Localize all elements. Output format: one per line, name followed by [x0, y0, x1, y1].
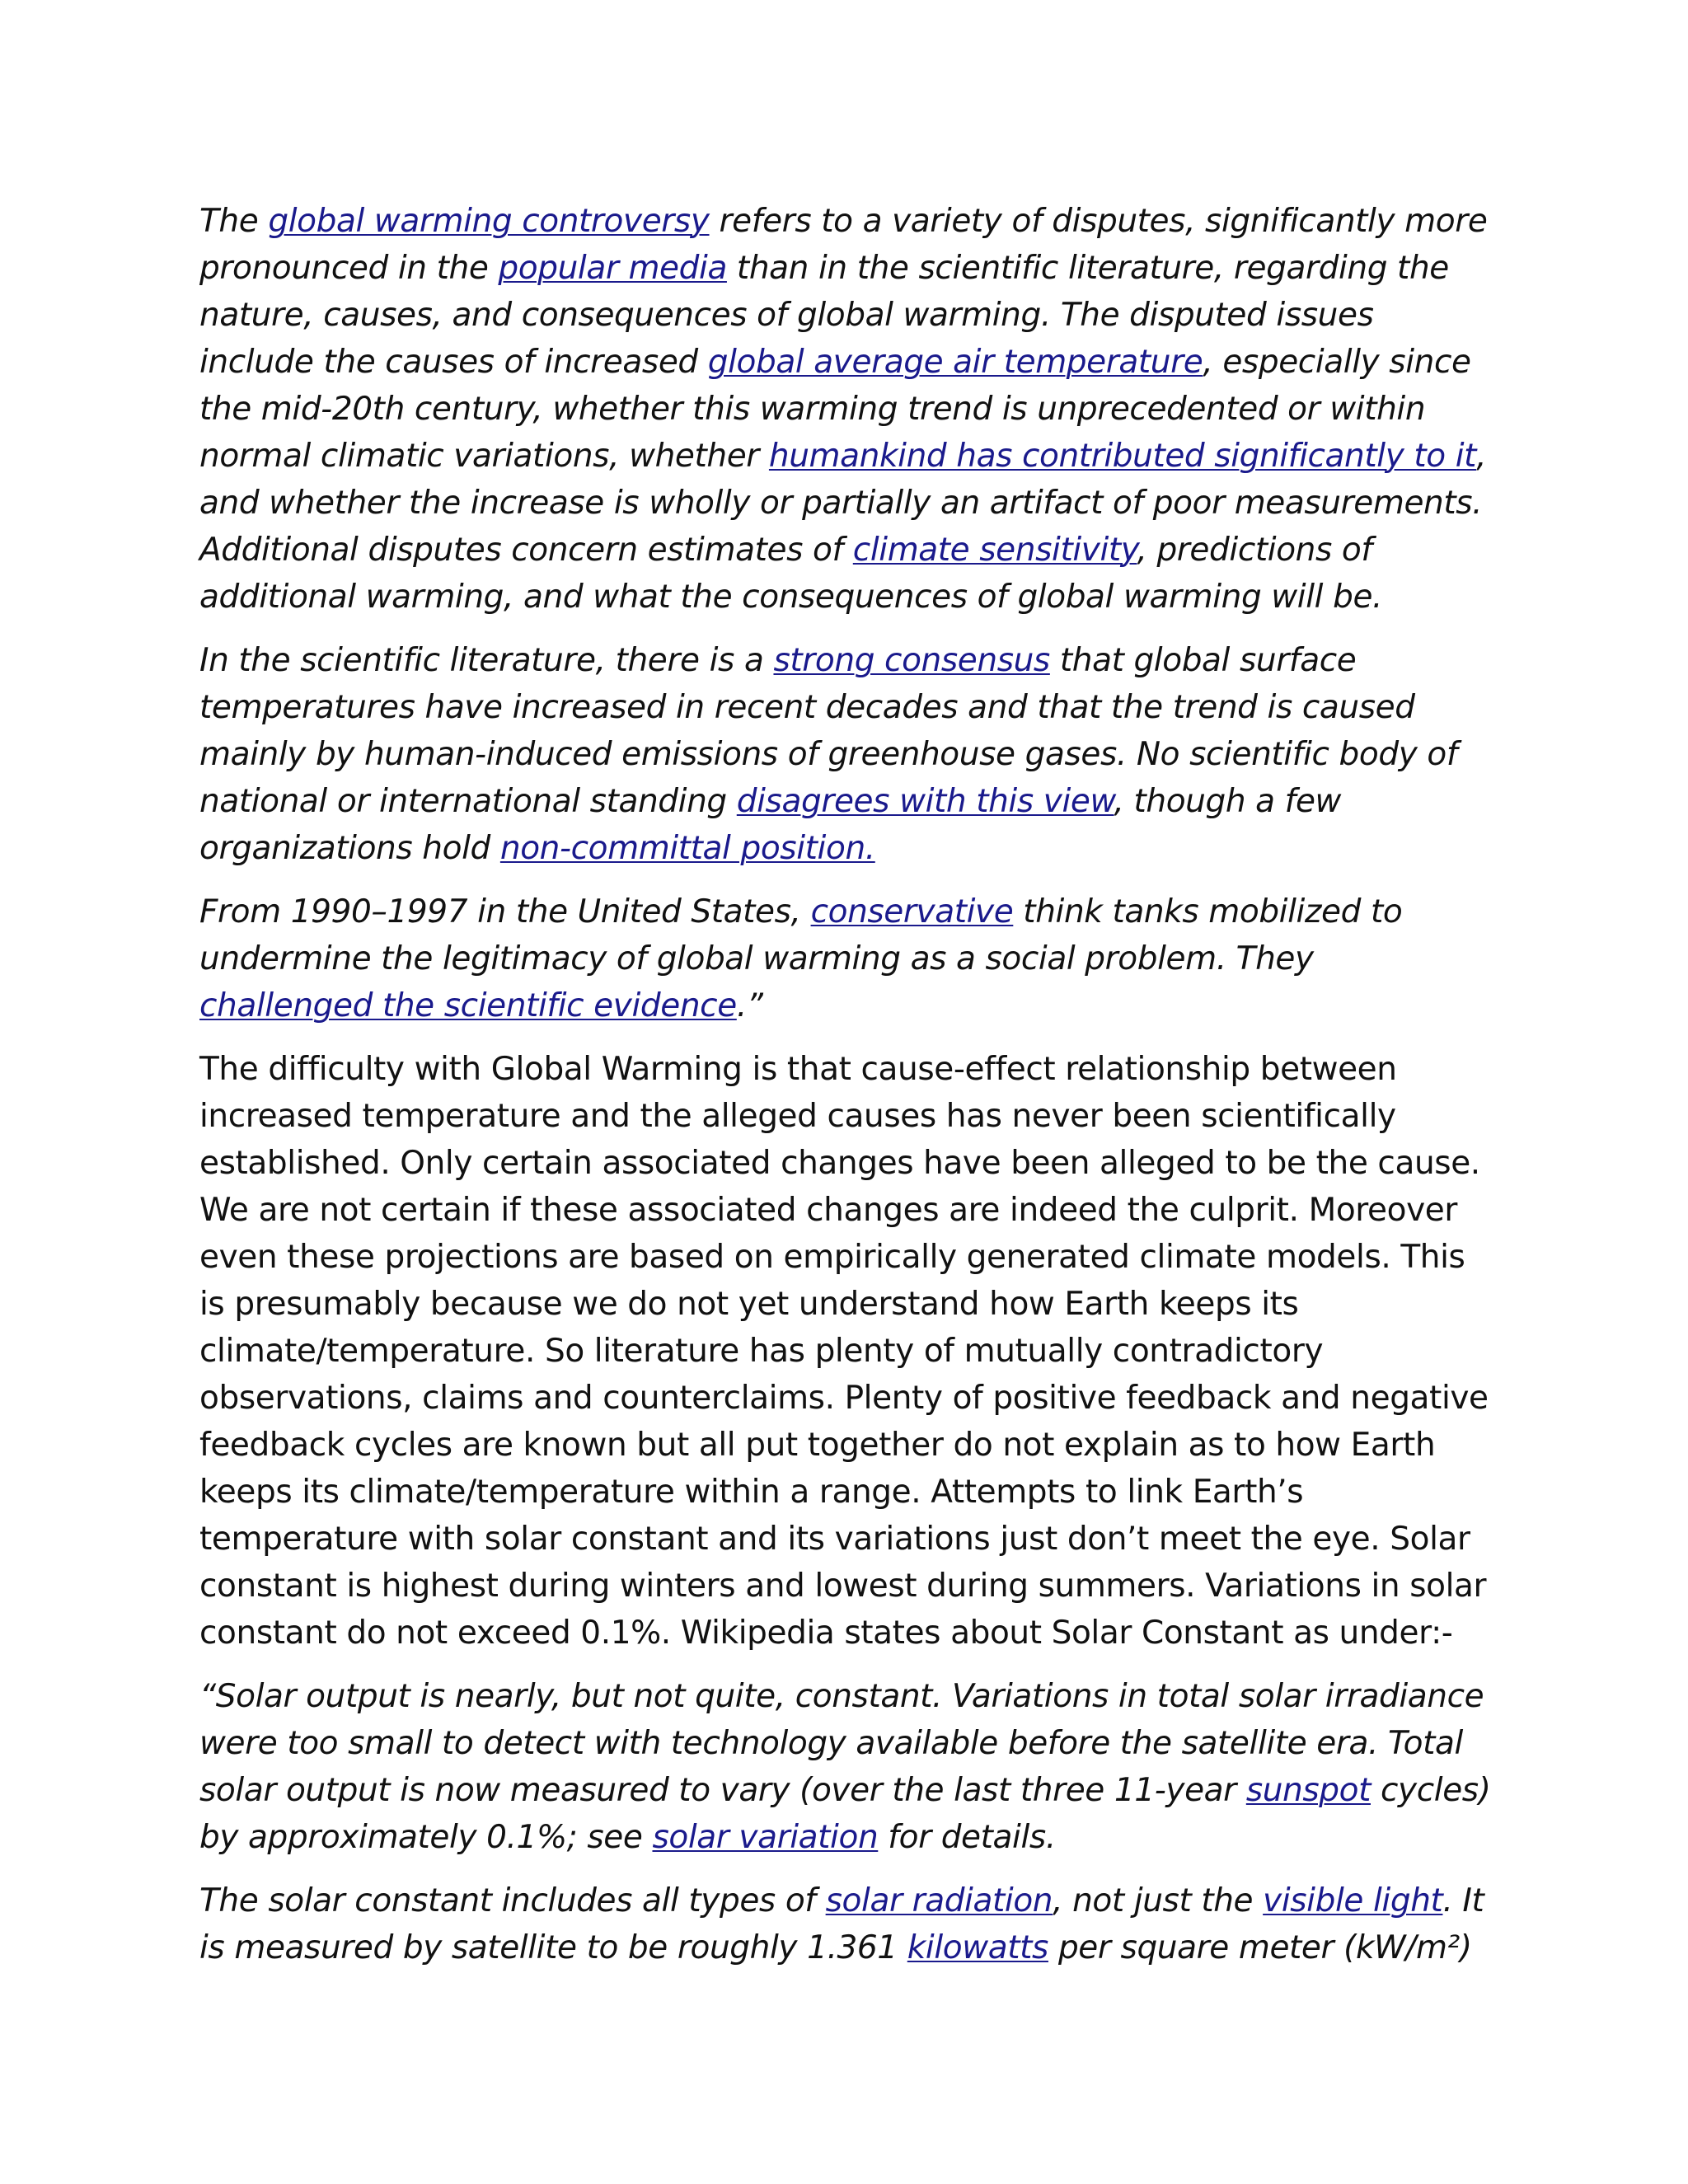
- text-run: The: [199, 203, 269, 240]
- text-run: cycles) by approximately 0.1%; see: [199, 1772, 1491, 1856]
- paragraph-5: [199, 1673, 1493, 1861]
- hyperlink[interactable]: popular media: [498, 250, 727, 287]
- text-run: “Solar output is nearly, but not quite, constant. Variations in total solar irradiance were too small to detect with technology available before the satellite era. Total solar output is now measured to vary (over the last three 11-year: [199, 1678, 1484, 1809]
- text-run: In the scientific literature, there is a: [199, 642, 774, 679]
- document-page: [199, 198, 1493, 1988]
- hyperlink[interactable]: solar variation: [652, 1819, 879, 1856]
- hyperlink[interactable]: non-committal position.: [499, 830, 875, 867]
- hyperlink[interactable]: sunspot: [1245, 1772, 1371, 1809]
- hyperlink[interactable]: strong consensus: [773, 642, 1050, 679]
- text-run: think tanks mobilized to undermine the legitimacy of global warming as a social problem. They: [199, 893, 1403, 977]
- paragraph-1: [199, 198, 1493, 621]
- text-run: The solar constant includes all types of: [199, 1882, 826, 1919]
- hyperlink[interactable]: visible light: [1263, 1882, 1443, 1919]
- hyperlink[interactable]: global warming controversy: [268, 203, 710, 240]
- hyperlink[interactable]: disagrees with this view: [736, 783, 1114, 820]
- text-run: . It is measured by satellite to be roughly 1.361: [199, 1882, 1484, 1966]
- paragraph-3: [199, 888, 1493, 1029]
- text-run: , predictions of additional warming, and what the consequences of global warming will be.: [199, 532, 1383, 616]
- hyperlink[interactable]: kilowatts: [907, 1929, 1048, 1966]
- text-run: , not just the: [1053, 1882, 1264, 1919]
- hyperlink[interactable]: challenged the scientific evidence: [199, 987, 737, 1024]
- text-run: for details.: [878, 1819, 1056, 1856]
- text-run: , especially since the mid-20th century, whether this warming trend is unprecedented or within normal climatic variations, whether: [199, 344, 1471, 475]
- paragraph-6: [199, 1877, 1493, 1971]
- text-run: than in the scientific literature, regarding the nature, causes, and consequences of global warming. The disputed issues include the causes of increased: [199, 250, 1449, 381]
- hyperlink[interactable]: climate sensitivity: [852, 532, 1137, 569]
- hyperlink[interactable]: global average air temperature: [707, 344, 1203, 381]
- hyperlink[interactable]: humankind has contributed significantly to it: [768, 438, 1477, 475]
- text-run: , though a few organizations hold: [199, 783, 1342, 867]
- text-run: .”: [736, 987, 763, 1024]
- text-run: that global surface temperatures have increased in recent decades and that the trend is caused mainly by human-induced emissions of greenhouse gases. No scientific body of national or international standing: [199, 642, 1458, 820]
- text-run: From 1990–1997 in the United States,: [199, 893, 811, 930]
- hyperlink[interactable]: solar radiation: [825, 1882, 1053, 1919]
- text-run: , and whether the increase is wholly or partially an artifact of poor measurements. Additional disputes concern estimates of: [199, 438, 1487, 569]
- text-run: per square meter (kW/m²): [1048, 1929, 1472, 1966]
- hyperlink[interactable]: conservative: [810, 893, 1014, 930]
- paragraph-4: [199, 1046, 1493, 1657]
- text-run: The difficulty with Global Warming is that cause-effect relationship between increased temperature and the alleged causes has never been scientifically established. Only certain associated changes have been alleged to be the cause. We are not certain if these associated changes are indeed the culprit. Moreover even these projections are based on empirically generated climate models. This is presumably because we do not yet understand how Earth keeps its climate/temperature. So literature has plenty of mutually contradictory observations, claims and counterclaims. Plenty of positive feedback and negative feedback cycles are known but all put together do not explain as to how Earth keeps its climate/temperature within a range. Attempts to link Earth’s temperature with solar constant and its variations just don’t meet the eye. Solar constant is highest during winters and lowest during summers. Variations in solar constant do not exceed 0.1%. Wikipedia states about Solar Constant as under:-: [199, 1051, 1489, 1652]
- paragraph-2: [199, 637, 1493, 872]
- text-run: refers to a variety of disputes, significantly more pronounced in the: [199, 203, 1488, 287]
